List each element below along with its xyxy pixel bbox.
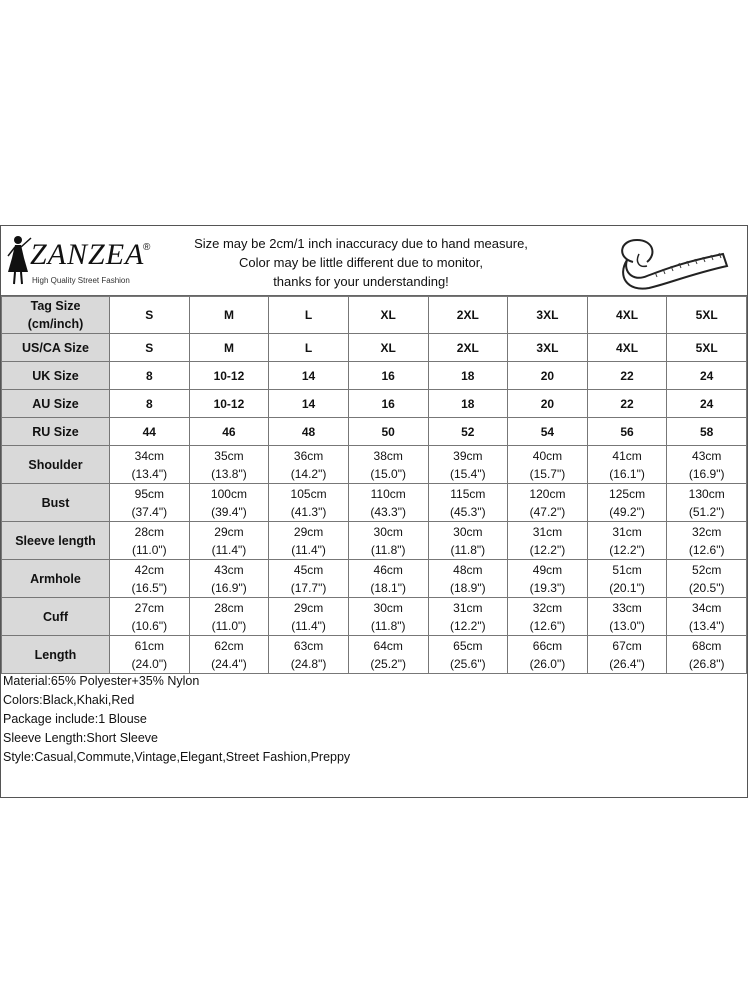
cm-value: 100cm — [210, 486, 247, 501]
table-cell: 56 — [587, 418, 667, 446]
cm-value: 31cm — [453, 600, 483, 615]
table-cell — [348, 446, 428, 484]
cm-value: 105cm — [290, 486, 327, 501]
table-cell — [587, 560, 667, 598]
size-table — [1, 296, 747, 674]
table-cell — [508, 598, 588, 636]
notice-line: Size may be 2cm/1 inch inaccuracy due to hand measure, — [194, 236, 528, 251]
inch-value: (16.5") — [131, 580, 168, 595]
table-cell — [110, 522, 190, 560]
cm-value: 36cm — [293, 448, 324, 463]
row-label: AU Size — [2, 390, 110, 418]
inch-value: (15.0") — [370, 466, 406, 481]
inch-value: (11.0") — [131, 542, 167, 557]
table-cell: 54 — [508, 418, 588, 446]
cm-value: 30cm — [373, 600, 403, 615]
table-cell: 50 — [348, 418, 428, 446]
measuring-tape-icon — [613, 232, 731, 290]
table-cell — [667, 636, 747, 674]
conversion-rows — [2, 334, 747, 446]
table-cell — [348, 598, 428, 636]
table-cell: 2XL — [428, 334, 508, 362]
table-cell — [269, 446, 349, 484]
cm-value: 42cm — [134, 562, 164, 577]
row-label: Sleeve length — [2, 522, 110, 560]
cm-value: 51cm — [612, 562, 642, 577]
cm-value: 27cm — [134, 600, 164, 615]
cm-value: 63cm — [293, 638, 324, 653]
table-cell: 24 — [667, 362, 747, 390]
table-cell: XL — [348, 334, 428, 362]
table-cell — [428, 636, 508, 674]
cm-value: 31cm — [612, 524, 642, 539]
table-cell: 18 — [428, 390, 508, 418]
inch-value: (15.4") — [450, 466, 486, 481]
cm-value: 35cm — [214, 448, 244, 463]
notice-line: Color may be little different due to monitor, — [239, 255, 483, 270]
detail-sleeve-length: Sleeve Length:Short Sleeve — [3, 731, 158, 745]
table-cell — [587, 636, 667, 674]
inch-value: (18.9") — [450, 580, 486, 595]
table-cell — [189, 560, 269, 598]
table-cell — [667, 446, 747, 484]
cm-value: 43cm — [692, 448, 722, 463]
row-label: Length — [2, 636, 110, 674]
cm-value: 41cm — [612, 448, 642, 463]
product-details — [3, 672, 350, 767]
table-cell — [667, 598, 747, 636]
cm-value: 43cm — [214, 562, 244, 577]
table-cell — [110, 560, 190, 598]
inch-value: (49.2") — [609, 504, 645, 519]
size-chart-card — [0, 225, 748, 798]
cm-value: 28cm — [134, 524, 164, 539]
row-label: UK Size — [2, 362, 110, 390]
table-cell: 16 — [348, 390, 428, 418]
inch-value: (26.8") — [688, 656, 725, 671]
table-cell — [428, 598, 508, 636]
table-cell — [269, 522, 349, 560]
detail-colors: Colors:Black,Khaki,Red — [3, 693, 135, 707]
inch-value: (16.9") — [211, 580, 247, 595]
cm-value: 130cm — [688, 486, 725, 501]
row-label: RU Size — [2, 418, 110, 446]
table-cell — [348, 636, 428, 674]
cm-value: 45cm — [293, 562, 324, 577]
cm-value: 29cm — [293, 600, 324, 615]
inch-value: (12.2") — [609, 542, 645, 557]
inch-value: (24.8") — [290, 656, 327, 671]
inch-value: (18.1") — [370, 580, 406, 595]
cm-value: 32cm — [692, 524, 722, 539]
cm-value: 33cm — [612, 600, 642, 615]
table-row — [2, 560, 747, 598]
inch-value: (26.4") — [609, 656, 645, 671]
cm-value: 34cm — [692, 600, 722, 615]
chart-header — [1, 226, 747, 296]
table-cell: 3XL — [508, 334, 588, 362]
cm-value: 38cm — [373, 448, 403, 463]
table-cell: 8 — [110, 362, 190, 390]
cm-value: 125cm — [609, 486, 646, 501]
table-cell — [428, 446, 508, 484]
inch-value: (26.0") — [529, 656, 566, 671]
cm-value: 95cm — [134, 486, 164, 501]
cm-value: 115cm — [450, 486, 486, 501]
inch-value: (19.3") — [529, 580, 566, 595]
table-cell: 46 — [189, 418, 269, 446]
table-cell: 44 — [110, 418, 190, 446]
table-cell: 20 — [508, 390, 588, 418]
inch-value: (11.4") — [291, 542, 326, 557]
table-cell — [667, 560, 747, 598]
inch-value: (25.2") — [370, 656, 406, 671]
cm-value: 120cm — [529, 486, 566, 501]
table-cell — [110, 598, 190, 636]
row-label: Cuff — [2, 598, 110, 636]
cm-value: 49cm — [532, 562, 563, 577]
table-cell — [667, 484, 747, 522]
inch-value: (13.0") — [609, 618, 645, 633]
table-row — [2, 418, 747, 446]
table-cell — [269, 636, 349, 674]
table-cell — [189, 446, 269, 484]
table-cell — [508, 636, 588, 674]
measurement-rows — [2, 446, 747, 674]
inch-value: (11.4") — [291, 618, 326, 633]
inch-value: (37.4") — [131, 504, 168, 519]
cm-value: 52cm — [692, 562, 722, 577]
inch-value: (16.1") — [609, 466, 645, 481]
inch-value: (12.6") — [529, 618, 566, 633]
inch-value: (10.6") — [131, 618, 168, 633]
table-cell: 18 — [428, 362, 508, 390]
table-row — [2, 446, 747, 484]
table-cell — [189, 484, 269, 522]
table-cell: 10-12 — [189, 362, 269, 390]
inch-value: (25.6") — [450, 656, 486, 671]
inch-value: (12.6") — [688, 542, 725, 557]
table-cell — [348, 522, 428, 560]
table-cell: L — [269, 334, 349, 362]
size-header-cell: 5XL — [667, 297, 747, 334]
size-header-cell: L — [269, 297, 349, 334]
table-cell — [508, 446, 588, 484]
row-label: US/CA Size — [2, 334, 110, 362]
table-cell — [269, 598, 349, 636]
inch-value: (47.2") — [529, 504, 566, 519]
table-cell: 8 — [110, 390, 190, 418]
inch-value: (17.7") — [290, 580, 327, 595]
size-header-cell: M — [189, 297, 269, 334]
inch-value: (43.3") — [370, 504, 406, 519]
table-cell — [428, 560, 508, 598]
table-cell: 14 — [269, 390, 349, 418]
cm-value: 30cm — [373, 524, 403, 539]
inch-value: (11.4") — [211, 542, 247, 557]
inch-value: (41.3") — [290, 504, 327, 519]
notice-line: thanks for your understanding! — [273, 274, 449, 289]
cm-value: 29cm — [293, 524, 324, 539]
inch-value: (45.3") — [450, 504, 486, 519]
inch-value: (16.9") — [688, 466, 725, 481]
size-header-cell: 3XL — [508, 297, 588, 334]
table-row — [2, 484, 747, 522]
table-row — [2, 334, 747, 362]
table-cell — [587, 598, 667, 636]
table-cell: 16 — [348, 362, 428, 390]
size-header-cell: S — [110, 297, 190, 334]
table-cell: 22 — [587, 362, 667, 390]
cm-value: 61cm — [134, 638, 164, 653]
table-cell — [508, 560, 588, 598]
table-cell — [428, 484, 508, 522]
cm-value: 110cm — [370, 486, 406, 501]
table-cell — [348, 484, 428, 522]
inch-value: (12.2") — [450, 618, 486, 633]
measurement-notice — [176, 234, 546, 291]
table-cell: 4XL — [587, 334, 667, 362]
cm-value: 67cm — [612, 638, 642, 653]
inch-value: (13.8") — [211, 466, 247, 481]
inch-value: (51.2") — [688, 504, 725, 519]
table-cell: 20 — [508, 362, 588, 390]
brand-tagline: High Quality Street Fashion — [32, 276, 130, 285]
detail-style: Style:Casual,Commute,Vintage,Elegant,Street Fashion,Preppy — [3, 750, 351, 764]
table-row — [2, 362, 747, 390]
cm-value: 46cm — [373, 562, 403, 577]
inch-value: (12.2") — [529, 542, 566, 557]
table-cell — [110, 636, 190, 674]
table-cell: 58 — [667, 418, 747, 446]
table-cell — [587, 484, 667, 522]
inch-value: (11.0") — [211, 618, 247, 633]
inch-value: (20.5") — [688, 580, 725, 595]
table-row — [2, 636, 747, 674]
cm-value: 65cm — [453, 638, 483, 653]
table-cell — [428, 522, 508, 560]
cm-value: 28cm — [214, 600, 244, 615]
table-cell: 24 — [667, 390, 747, 418]
table-cell: 14 — [269, 362, 349, 390]
detail-material: Material:65% Polyester+35% Nylon — [3, 674, 200, 688]
size-header-cell: 2XL — [428, 297, 508, 334]
table-cell — [667, 522, 747, 560]
inch-value: (11.8") — [450, 542, 486, 557]
table-cell: M — [189, 334, 269, 362]
table-cell — [189, 598, 269, 636]
table-cell: 48 — [269, 418, 349, 446]
table-cell — [189, 522, 269, 560]
table-cell: S — [110, 334, 190, 362]
table-row — [2, 598, 747, 636]
cm-value: 64cm — [373, 638, 403, 653]
table-row — [2, 522, 747, 560]
inch-value: (15.7") — [529, 466, 566, 481]
table-cell — [587, 522, 667, 560]
cm-value: 30cm — [453, 524, 483, 539]
inch-value: (24.4") — [211, 656, 247, 671]
cm-value: 32cm — [532, 600, 563, 615]
size-header-cell: XL — [348, 297, 428, 334]
inch-value: (13.4") — [688, 618, 725, 633]
table-cell: 22 — [587, 390, 667, 418]
inch-value: (14.2") — [290, 466, 327, 481]
size-header-cell: 4XL — [587, 297, 667, 334]
row-label: Shoulder — [2, 446, 110, 484]
table-cell: 10-12 — [189, 390, 269, 418]
inch-value: (11.8") — [370, 618, 406, 633]
cm-value: 39cm — [453, 448, 483, 463]
tag-size-label: Tag Size (cm/inch) — [2, 297, 110, 334]
inch-value: (20.1") — [609, 580, 645, 595]
table-header-row — [2, 297, 747, 334]
cm-value: 48cm — [453, 562, 483, 577]
table-cell: 52 — [428, 418, 508, 446]
table-row — [2, 390, 747, 418]
table-cell: 5XL — [667, 334, 747, 362]
detail-package: Package include:1 Blouse — [3, 712, 147, 726]
cm-value: 31cm — [532, 524, 563, 539]
table-cell — [508, 484, 588, 522]
brand-logo — [4, 232, 164, 292]
table-cell — [110, 484, 190, 522]
row-label: Armhole — [2, 560, 110, 598]
table-cell — [587, 446, 667, 484]
cm-value: 66cm — [532, 638, 563, 653]
inch-value: (11.8") — [370, 542, 406, 557]
inch-value: (13.4") — [131, 466, 168, 481]
inch-value: (39.4") — [211, 504, 247, 519]
cm-value: 68cm — [692, 638, 722, 653]
cm-value: 29cm — [214, 524, 244, 539]
cm-value: 34cm — [134, 448, 164, 463]
cm-value: 62cm — [214, 638, 244, 653]
inch-value: (24.0") — [131, 656, 168, 671]
table-cell — [348, 560, 428, 598]
registered-mark: ® — [143, 242, 151, 253]
table-cell — [269, 560, 349, 598]
row-label: Bust — [2, 484, 110, 522]
table-cell — [189, 636, 269, 674]
cm-value: 40cm — [532, 448, 563, 463]
table-cell — [110, 446, 190, 484]
brand-name: ZANZEA — [30, 238, 145, 271]
table-cell — [269, 484, 349, 522]
table-cell — [508, 522, 588, 560]
